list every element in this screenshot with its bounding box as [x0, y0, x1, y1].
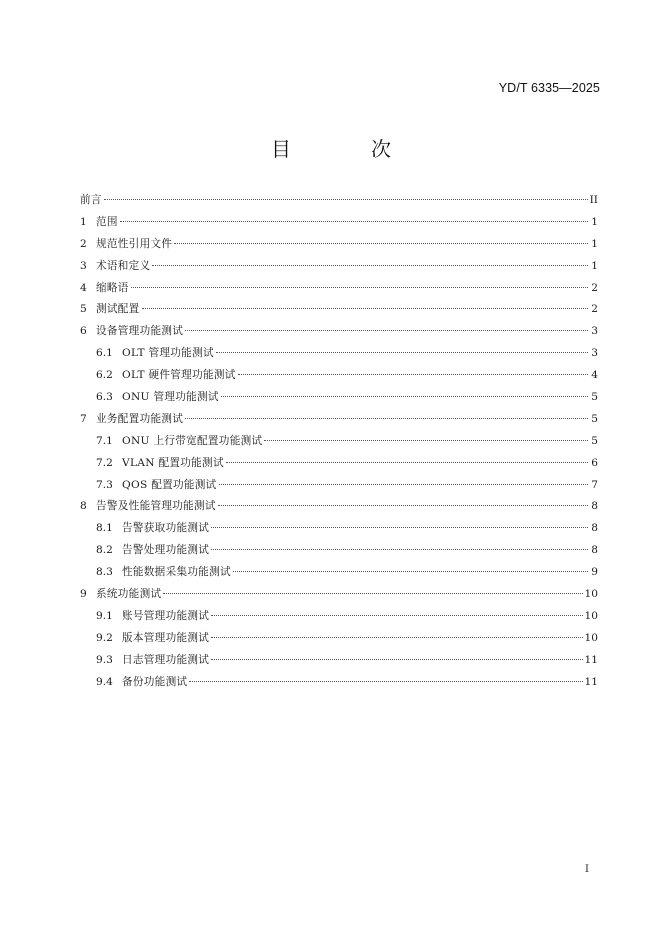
- toc-entry[interactable]: [80, 672, 598, 694]
- toc-entry-label: OLT 管理功能测试: [122, 347, 214, 360]
- dot-leader: [218, 504, 588, 506]
- toc-entry[interactable]: [80, 387, 598, 409]
- toc-entry-number: 5: [80, 303, 87, 316]
- toc-entry[interactable]: [80, 278, 598, 300]
- toc-entry-number: 7.1: [96, 434, 113, 447]
- toc-entry-number: 6.2: [96, 369, 113, 382]
- toc-entry[interactable]: [80, 409, 598, 431]
- toc-entry-number: 9.3: [96, 653, 113, 666]
- toc-entry-label: OLT 硬件管理功能测试: [122, 369, 236, 382]
- toc-entry-label: 日志管理功能测试: [122, 653, 210, 666]
- dot-leader: [211, 658, 582, 660]
- dot-leader: [238, 373, 588, 375]
- toc-entry-label: 性能数据采集功能测试: [122, 566, 231, 579]
- dot-leader: [185, 417, 588, 419]
- toc-entry-number: 3: [80, 259, 87, 272]
- toc-entry-label: 告警获取功能测试: [122, 522, 210, 535]
- dot-leader: [211, 548, 588, 550]
- page-title: 目 次: [271, 137, 421, 161]
- table-of-contents: [80, 190, 598, 693]
- toc-entry[interactable]: [80, 190, 598, 212]
- toc-entry-number: 9.2: [96, 631, 113, 644]
- toc-entry-label: 规范性引用文件: [96, 237, 173, 250]
- toc-entry-page: 4: [591, 369, 598, 382]
- toc-entry-label: 设备管理功能测试: [96, 325, 184, 338]
- toc-entry-page: 7: [591, 478, 598, 491]
- toc-entry-label: ONU 管理功能测试: [122, 391, 219, 404]
- toc-entry-page: 11: [584, 653, 598, 666]
- toc-entry-number: 1: [80, 215, 87, 228]
- toc-entry[interactable]: [80, 321, 598, 343]
- dot-leader: [211, 526, 588, 528]
- toc-entry-page: 11: [584, 675, 598, 688]
- dot-leader: [221, 395, 588, 397]
- dot-leader: [131, 286, 588, 288]
- toc-entry-label: VLAN 配置功能测试: [122, 456, 224, 469]
- toc-entry-number: 6.1: [96, 347, 113, 360]
- toc-entry-number: 7.2: [96, 456, 113, 469]
- dot-leader: [211, 636, 582, 638]
- toc-entry[interactable]: [80, 628, 598, 650]
- dot-leader: [104, 198, 588, 200]
- toc-entry-number: 7: [80, 412, 87, 425]
- toc-entry-label: QOS 配置功能测试: [122, 478, 217, 491]
- toc-entry-label: 系统功能测试: [96, 588, 162, 601]
- dot-leader: [219, 483, 588, 485]
- toc-entry-number: 9: [80, 588, 87, 601]
- toc-entry-number: 8.1: [96, 522, 113, 535]
- dot-leader: [174, 242, 588, 244]
- toc-entry-number: 7.3: [96, 478, 113, 491]
- toc-entry-label: ONU 上行带宽配置功能测试: [122, 434, 263, 447]
- dot-leader: [142, 307, 588, 309]
- toc-entry[interactable]: [80, 343, 598, 365]
- toc-entry-label: 版本管理功能测试: [122, 631, 210, 644]
- toc-entry-number: 8.2: [96, 544, 113, 557]
- dot-leader: [185, 329, 588, 331]
- dot-leader: [233, 570, 588, 572]
- toc-entry[interactable]: [80, 540, 598, 562]
- toc-entry-label: 告警处理功能测试: [122, 544, 210, 557]
- dot-leader: [163, 592, 582, 594]
- toc-entry[interactable]: [80, 431, 598, 453]
- toc-entry[interactable]: [80, 606, 598, 628]
- toc-entry[interactable]: [80, 518, 598, 540]
- toc-entry[interactable]: [80, 453, 598, 475]
- toc-entry-page: 10: [584, 631, 598, 644]
- toc-entry-page: 6: [591, 456, 598, 469]
- dot-leader: [226, 461, 588, 463]
- toc-entry[interactable]: [80, 299, 598, 321]
- toc-entry-label: 备份功能测试: [122, 675, 188, 688]
- dot-leader: [211, 614, 582, 616]
- toc-entry[interactable]: [80, 475, 598, 497]
- toc-entry-label: 账号管理功能测试: [122, 609, 210, 622]
- toc-entry-page: 1: [591, 259, 598, 272]
- toc-entry-number: 9.4: [96, 675, 113, 688]
- dot-leader: [216, 351, 588, 353]
- toc-entry-page: 1: [591, 237, 598, 250]
- toc-entry-page: 8: [591, 522, 598, 535]
- toc-entry-number: 6.3: [96, 391, 113, 404]
- toc-entry-page: 5: [591, 391, 598, 404]
- toc-entry[interactable]: [80, 256, 598, 278]
- toc-entry-number: 4: [80, 281, 87, 294]
- toc-entry-number: 8: [80, 500, 87, 513]
- toc-entry-label: 告警及性能管理功能测试: [96, 500, 216, 513]
- toc-entry-number: 9.1: [96, 609, 113, 622]
- toc-entry-page: 2: [591, 281, 598, 294]
- toc-entry-page: 5: [591, 412, 598, 425]
- toc-entry[interactable]: [80, 496, 598, 518]
- toc-entry-number: 2: [80, 237, 87, 250]
- watermark: [155, 906, 515, 920]
- toc-entry-label: 前言: [80, 194, 102, 206]
- dot-leader: [120, 220, 588, 222]
- toc-entry[interactable]: [80, 562, 598, 584]
- dot-leader: [152, 264, 588, 266]
- toc-entry[interactable]: [80, 212, 598, 234]
- toc-entry-page: 3: [591, 325, 598, 338]
- toc-entry-page: II: [589, 194, 598, 206]
- dot-leader: [189, 680, 582, 682]
- dot-leader: [264, 439, 588, 441]
- toc-entry-label: 测试配置: [96, 303, 140, 316]
- toc-entry-label: 业务配置功能测试: [96, 412, 184, 425]
- document-code: YD/T 6335—2025: [498, 81, 600, 95]
- toc-entry[interactable]: [80, 650, 598, 672]
- toc-entry-label: 术语和定义: [96, 259, 151, 272]
- toc-entry-page: 8: [591, 544, 598, 557]
- toc-entry-label: 缩略语: [96, 281, 129, 294]
- toc-entry-page: 3: [591, 347, 598, 360]
- toc-entry[interactable]: [80, 234, 598, 256]
- toc-entry-page: 8: [591, 500, 598, 513]
- toc-entry-page: 2: [591, 303, 598, 316]
- toc-entry-number: 8.3: [96, 566, 113, 579]
- toc-entry-page: 5: [591, 434, 598, 447]
- toc-entry-label: 范围: [96, 215, 118, 228]
- page-number: I: [585, 864, 589, 875]
- toc-entry-number: 6: [80, 325, 87, 338]
- toc-entry-page: 10: [584, 609, 598, 622]
- toc-entry-page: 9: [591, 566, 598, 579]
- toc-entry-page: 1: [591, 215, 598, 228]
- toc-entry-page: 10: [584, 588, 598, 601]
- toc-entry[interactable]: [80, 365, 598, 387]
- toc-entry[interactable]: [80, 584, 598, 606]
